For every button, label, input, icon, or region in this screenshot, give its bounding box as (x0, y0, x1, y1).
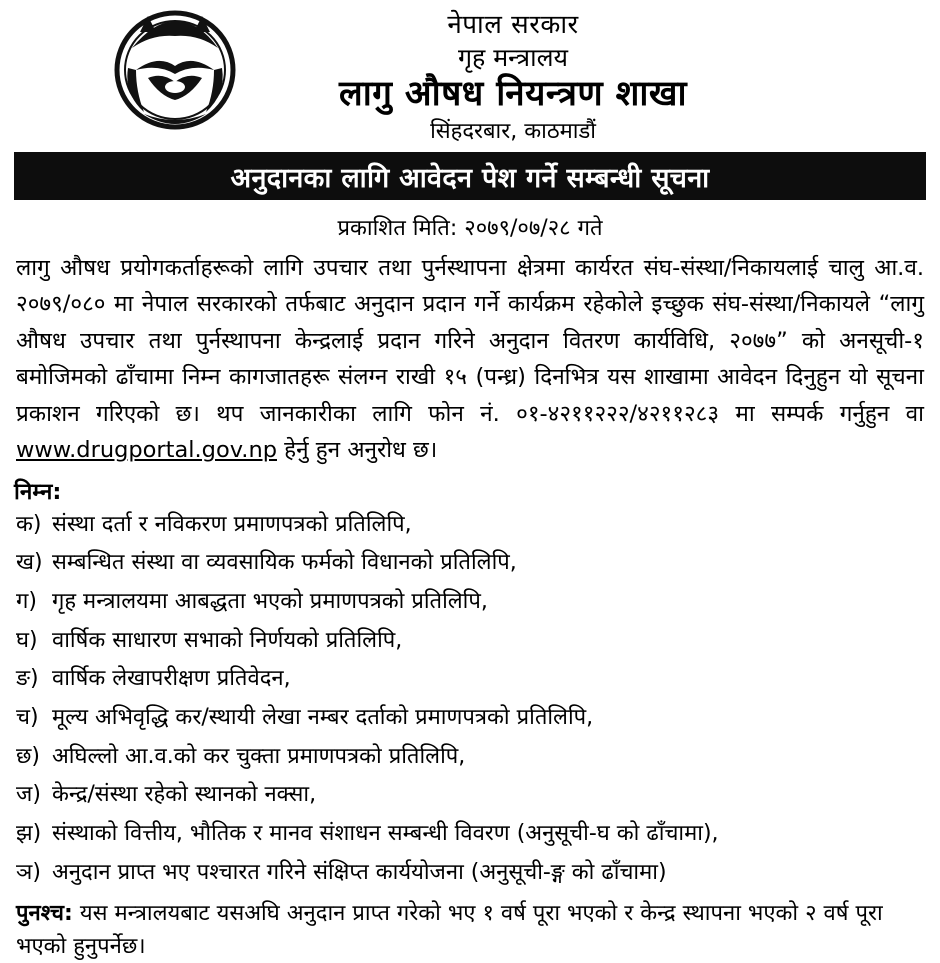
drugportal-link[interactable]: www.drugportal.gov.np (16, 437, 277, 464)
address-line: सिंहदरबार, काठमाडौं (430, 119, 596, 145)
ministry-line: गृह मन्त्रालय (457, 42, 569, 72)
list-item (16, 548, 924, 578)
list-item-label: वार्षिक साधारण सभाको निर्णयको प्रतिलिपि, (52, 627, 403, 653)
department-line: लागु औषध नियन्त्रण शाखा (339, 74, 687, 115)
list-item-marker: छ) (16, 743, 41, 769)
list-item-label: अघिल्लो आ.व.को कर चुक्ता प्रमाणपत्रको प्रतिलिपि, (52, 743, 466, 769)
list-item-label: अनुदान प्राप्त भए पश्चारत गरिने संक्षिप्त कार्ययोजना (अनुसूची-ङ्ग को ढाँचामा) (52, 859, 667, 885)
list-item (16, 780, 924, 810)
list-item-label: संस्थाको वित्तीय, भौतिक र मानव संशाधन सम्बन्धी विवरण (अनुसूची-घ को ढाँचामा), (52, 821, 719, 847)
header-text-block (240, 6, 926, 145)
list-item (16, 664, 924, 694)
list-item-label: वार्षिक लेखापरीक्षण प्रतिवेदन, (52, 666, 291, 692)
list-item (16, 819, 924, 849)
list-item (16, 626, 924, 656)
document-header (14, 0, 926, 146)
list-item-marker: झ) (16, 821, 42, 847)
list-item (16, 510, 924, 540)
list-item-marker: घ) (16, 627, 38, 653)
list-item-marker: च) (16, 705, 39, 731)
list-item-label: मूल्य अभिवृद्धि कर/स्थायी लेखा नम्बर दर्ताको प्रमाणपत्रको प्रतिलिपि, (52, 705, 594, 731)
body-paragraph-part1: लागु औषध प्रयोगकर्ताहरूको लागि उपचार तथा पुर्नस्थापना क्षेत्रमा कार्यरत संघ-संस्था/निकायलाई चालु आ.व. २०७९/०८० मा नेपाल सरकारको तर्फबाट अनुदान प्रदान गर्ने कार्यक्रम रहेकोले इच्छुक संघ-संस्था/निकायले “लागु औषध उपचार तथा पुर्नस्थापना केन्द्रलाई प्रदान गरिने अनुदान वितरण कार्यविधि, २०७७” को अनसूची-१ बमोजिमको ढाँचामा निम्न कागजातहरू संलग्न राखी १५ (पन्ध्र) दिनभित्र यस शाखामा आवेदन दिनुहुन यो सूचना प्रकाशन गरिएको छ। थप जानकारीका लागि फोन नं. ०१-४२११२२२/४२११२८३ मा सम्पर्क गर्नुहुन वा (16, 255, 924, 427)
list-item-label: केन्द्र/संस्था रहेको स्थानको नक्सा, (52, 782, 317, 808)
nepal-government-emblem-icon (110, 8, 240, 134)
notice-title: अनुदानका लागि आवेदन पेश गर्ने सम्बन्धी सूचना (230, 162, 710, 194)
list-item-marker: ङ) (16, 666, 39, 692)
list-item-label: गृह मन्त्रालयमा आबद्धता भएको प्रमाणपत्रको प्रतिलिपि, (52, 589, 488, 614)
postscript-note (14, 897, 926, 963)
documents-list-label: निम्न: (14, 478, 62, 505)
list-item-marker: ज) (16, 782, 41, 808)
postscript-text: यस मन्त्रालयबाट यसअघि अनुदान प्राप्त गरेको भए १ वर्ष पूरा भएको र केन्द्र स्थापना भएको २ वर्ष पूरा भएको हुनुपर्नेछ। (16, 900, 883, 959)
list-item-label: सम्बन्धित संस्था वा व्यवसायिक फर्मको विधानको प्रतिलिपि, (52, 550, 517, 576)
list-item-marker: ख) (16, 550, 43, 576)
postscript-label: पुनश्च: (16, 900, 73, 926)
list-item (16, 587, 924, 617)
list-item-marker: क) (16, 511, 42, 537)
list-item-marker: ञ) (16, 859, 41, 885)
required-documents-list (14, 510, 926, 888)
list-item (16, 742, 924, 772)
published-date: प्रकाशित मिति: २०७९/०७/२८ गते (337, 216, 603, 241)
list-item-marker: ग) (16, 589, 37, 614)
notice-title-bar (14, 152, 926, 200)
notice-body-paragraph (14, 250, 926, 469)
body-paragraph-part2: हेर्नु हुन अनुरोध छ। (277, 437, 438, 464)
list-item (16, 703, 924, 733)
list-item-label: संस्था दर्ता र नविकरण प्रमाणपत्रको प्रतिलिपि, (52, 511, 412, 537)
list-item (16, 858, 924, 888)
government-line: नेपाल सरकार (447, 10, 579, 40)
